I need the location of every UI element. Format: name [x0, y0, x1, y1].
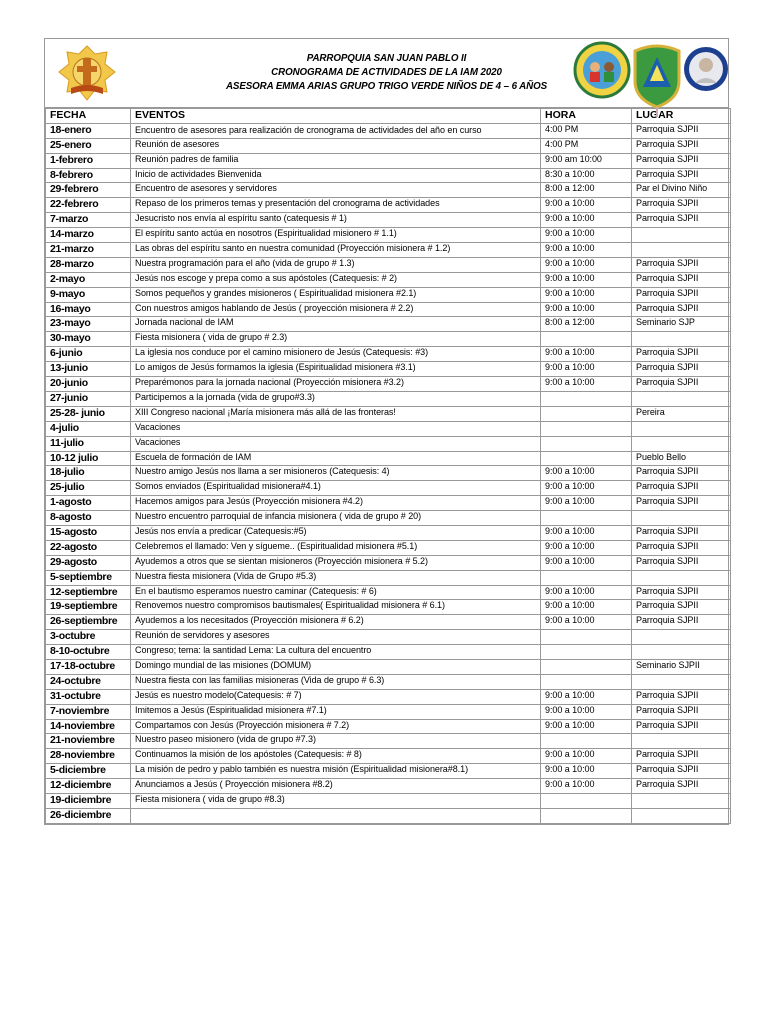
table-row [46, 451, 731, 466]
evento-cell: Domingo mundial de las misiones (DOMUM) [131, 659, 541, 674]
hora-cell: 9:00 a 10:00 [541, 466, 632, 481]
fecha-cell: 4-julio [46, 421, 131, 436]
lugar-cell: Parroquia SJPII [632, 704, 731, 719]
hora-cell [541, 421, 632, 436]
lugar-cell: Parroquia SJPII [632, 213, 731, 228]
table-row [46, 764, 731, 779]
fecha-cell: 30-mayo [46, 332, 131, 347]
hora-cell: 9:00 a 10:00 [541, 555, 632, 570]
fecha-cell: 25-28- junio [46, 406, 131, 421]
fecha-cell: 22-agosto [46, 540, 131, 555]
fecha-cell: 25-enero [46, 138, 131, 153]
lugar-cell [632, 228, 731, 243]
evento-cell: Fiesta misionera ( vida de grupo #8.3) [131, 793, 541, 808]
evento-cell: Ayudemos a otros que se sientan misioneros (Proyección misionera # 5.2) [131, 555, 541, 570]
table-row [46, 719, 731, 734]
lugar-cell: Parroquia SJPII [632, 466, 731, 481]
fecha-cell: 28-noviembre [46, 749, 131, 764]
hora-cell: 4:00 PM [541, 123, 632, 138]
evento-cell: El espíritu santo actúa en nosotros (Espiritualidad misionero # 1.1) [131, 228, 541, 243]
hora-cell: 8:00 a 12:00 [541, 317, 632, 332]
fecha-cell: 14-marzo [46, 228, 131, 243]
table-row [46, 808, 731, 823]
evento-cell: Jesucristo nos envía al espíritu santo (catequesis # 1) [131, 213, 541, 228]
lugar-cell: Parroquia SJPII [632, 138, 731, 153]
hora-cell: 9:00 a 10:00 [541, 198, 632, 213]
lugar-cell [632, 243, 731, 258]
evento-cell: Las obras del espíritu santo en nuestra comunidad (Proyección misionera # 1.2) [131, 243, 541, 258]
hora-cell: 9:00 a 10:00 [541, 272, 632, 287]
column-header-eventos: EVENTOS [131, 109, 541, 124]
hora-cell [541, 734, 632, 749]
fecha-cell: 26-septiembre [46, 615, 131, 630]
table-row [46, 228, 731, 243]
table-row [46, 779, 731, 794]
lugar-cell: Parroquia SJPII [632, 749, 731, 764]
hora-cell: 9:00 a 10:00 [541, 600, 632, 615]
lugar-cell: Seminario SJPII [632, 659, 731, 674]
evento-cell: Renovemos nuestro compromisos bautismales( Espiritualidad misionera # 6.1) [131, 600, 541, 615]
fecha-cell: 8-agosto [46, 511, 131, 526]
fecha-cell: 26-diciembre [46, 808, 131, 823]
evento-cell: Reunión padres de familia [131, 153, 541, 168]
lugar-cell: Parroquia SJPII [632, 540, 731, 555]
table-row [46, 213, 731, 228]
evento-cell: Nuestro encuentro parroquial de infancia misionera ( vida de grupo # 20) [131, 511, 541, 526]
evento-cell: Preparémonos para la jornada nacional (Proyección misionera #3.2) [131, 377, 541, 392]
fecha-cell: 5-septiembre [46, 570, 131, 585]
evento-cell: Repaso de los primeros temas y presentación del cronograma de actividades [131, 198, 541, 213]
hora-cell: 9:00 a 10:00 [541, 347, 632, 362]
hora-cell [541, 406, 632, 421]
hora-cell [541, 391, 632, 406]
lugar-cell: Parroquia SJPII [632, 481, 731, 496]
table-row [46, 585, 731, 600]
evento-cell: Jesús nos escoge y prepa como a sus apóstoles (Catequesis: # 2) [131, 272, 541, 287]
evento-cell: Vacaciones [131, 436, 541, 451]
evento-cell [131, 808, 541, 823]
lugar-cell [632, 391, 731, 406]
fecha-cell: 15-agosto [46, 525, 131, 540]
hora-cell [541, 332, 632, 347]
hora-cell: 9:00 a 10:00 [541, 749, 632, 764]
fecha-cell: 16-mayo [46, 302, 131, 317]
hora-cell: 9:00 a 10:00 [541, 257, 632, 272]
hora-cell [541, 570, 632, 585]
hora-cell: 9:00 a 10:00 [541, 540, 632, 555]
lugar-cell [632, 808, 731, 823]
schedule-document [44, 38, 729, 825]
hora-cell: 9:00 a 10:00 [541, 287, 632, 302]
fecha-cell: 24-octubre [46, 674, 131, 689]
table-row [46, 138, 731, 153]
parish-title: PARROPQUIA SAN JUAN PABLO II [306, 52, 467, 64]
fecha-cell: 31-octubre [46, 689, 131, 704]
fecha-cell: 21-marzo [46, 243, 131, 258]
lugar-cell [632, 793, 731, 808]
table-row [46, 406, 731, 421]
lugar-cell [632, 570, 731, 585]
group-title: ASESORA EMMA ARIAS GRUPO TRIGO VERDE NIÑOS DE 4 – 6 AÑOS [225, 80, 548, 92]
fecha-cell: 23-mayo [46, 317, 131, 332]
evento-cell: Nuestro paseo misionero (vida de grupo #7.3) [131, 734, 541, 749]
fecha-cell: 5-diciembre [46, 764, 131, 779]
lugar-cell: Parroquia SJPII [632, 764, 731, 779]
evento-cell: Jornada nacional de IAM [131, 317, 541, 332]
table-row [46, 496, 731, 511]
evento-cell: Vacaciones [131, 421, 541, 436]
hora-cell: 9:00 a 10:00 [541, 243, 632, 258]
fecha-cell: 7-marzo [46, 213, 131, 228]
hora-cell: 9:00 a 10:00 [541, 213, 632, 228]
lugar-cell: Parroquia SJPII [632, 600, 731, 615]
evento-cell: Inicio de actividades Bienvenida [131, 168, 541, 183]
lugar-cell: Parroquia SJPII [632, 377, 731, 392]
fecha-cell: 12-diciembre [46, 779, 131, 794]
fecha-cell: 20-junio [46, 377, 131, 392]
evento-cell: Nuestra fiesta con las familias misioneras (Vida de grupo # 6.3) [131, 674, 541, 689]
hora-cell: 9:00 a 10:00 [541, 764, 632, 779]
evento-cell: Ayudemos a los necesitados (Proyección misionera # 6.2) [131, 615, 541, 630]
evento-cell: Congreso; tema: la santidad Lema: La cultura del encuentro [131, 645, 541, 660]
table-row [46, 749, 731, 764]
table-row [46, 645, 731, 660]
lugar-cell [632, 511, 731, 526]
table-header-row [46, 109, 731, 124]
hora-cell: 9:00 a 10:00 [541, 302, 632, 317]
fecha-cell: 17-18-octubre [46, 659, 131, 674]
lugar-cell: Parroquia SJPII [632, 779, 731, 794]
table-row [46, 347, 731, 362]
lugar-cell: Parroquia SJPII [632, 272, 731, 287]
lugar-cell [632, 421, 731, 436]
evento-cell: Hacemos amigos para Jesús (Proyección misionera #4.2) [131, 496, 541, 511]
evento-cell: Nuestra fiesta misionera (Vida de Grupo #5.3) [131, 570, 541, 585]
lugar-cell: Parroquia SJPII [632, 168, 731, 183]
hora-cell: 9:00 a 10:00 [541, 615, 632, 630]
evento-cell: La iglesia nos conduce por el camino misionero de Jesús (Catequesis: #3) [131, 347, 541, 362]
table-row [46, 600, 731, 615]
group-shield-icon [631, 41, 683, 119]
table-row [46, 332, 731, 347]
fecha-cell: 1-agosto [46, 496, 131, 511]
fecha-cell: 21-noviembre [46, 734, 131, 749]
lugar-cell: Parroquia SJPII [632, 153, 731, 168]
fecha-cell: 28-marzo [46, 257, 131, 272]
table-row [46, 421, 731, 436]
lugar-cell: Parroquia SJPII [632, 585, 731, 600]
hora-cell: 9:00 a 10:00 [541, 481, 632, 496]
lugar-cell: Parroquia SJPII [632, 615, 731, 630]
hora-cell [541, 645, 632, 660]
hora-cell [541, 436, 632, 451]
table-row [46, 615, 731, 630]
evento-cell: Anunciamos a Jesús ( Proyección misionera #8.2) [131, 779, 541, 794]
table-row [46, 734, 731, 749]
lugar-cell: Parroquia SJPII [632, 257, 731, 272]
lugar-cell [632, 436, 731, 451]
lugar-cell [632, 674, 731, 689]
table-row [46, 525, 731, 540]
lugar-cell: Seminario SJP [632, 317, 731, 332]
table-row [46, 272, 731, 287]
lugar-cell [632, 645, 731, 660]
table-row [46, 362, 731, 377]
john-paul-seal-icon [683, 43, 729, 95]
lugar-cell [632, 332, 731, 347]
fecha-cell: 7-noviembre [46, 704, 131, 719]
document-header [45, 39, 728, 108]
table-row [46, 287, 731, 302]
table-row [46, 704, 731, 719]
hora-cell: 9:00 a 10:00 [541, 525, 632, 540]
hora-cell: 9:00 a 10:00 [541, 377, 632, 392]
fecha-cell: 14-noviembre [46, 719, 131, 734]
fecha-cell: 29-febrero [46, 183, 131, 198]
fecha-cell: 12-septiembre [46, 585, 131, 600]
lugar-cell: Parroquia SJPII [632, 302, 731, 317]
lugar-cell [632, 630, 731, 645]
table-row [46, 674, 731, 689]
lugar-cell: Parroquia SJPII [632, 287, 731, 302]
hora-cell: 9:00 am 10:00 [541, 153, 632, 168]
fecha-cell: 19-septiembre [46, 600, 131, 615]
hora-cell: 4:00 PM [541, 138, 632, 153]
table-row [46, 257, 731, 272]
table-row [46, 659, 731, 674]
fecha-cell: 29-agosto [46, 555, 131, 570]
evento-cell: Nuestra programación para el año (vida de grupo # 1.3) [131, 257, 541, 272]
hora-cell [541, 659, 632, 674]
hora-cell [541, 793, 632, 808]
table-row [46, 481, 731, 496]
hora-cell: 9:00 a 10:00 [541, 704, 632, 719]
fecha-cell: 8-10-octubre [46, 645, 131, 660]
evento-cell: Nuestro amigo Jesús nos llama a ser misioneros (Catequesis: 4) [131, 466, 541, 481]
lugar-cell: Parroquia SJPII [632, 719, 731, 734]
evento-cell: Continuamos la misión de los apóstoles (Catequesis: # 8) [131, 749, 541, 764]
lugar-cell: Parroquia SJPII [632, 689, 731, 704]
hora-cell: 9:00 a 10:00 [541, 689, 632, 704]
hora-cell: 8:00 a 12:00 [541, 183, 632, 198]
evento-cell: Lo amigos de Jesús formamos la iglesia (Espiritualidad misionera #3.1) [131, 362, 541, 377]
table-row [46, 436, 731, 451]
column-header-fecha: FECHA [46, 109, 131, 124]
table-row [46, 168, 731, 183]
table-row [46, 630, 731, 645]
table-row [46, 198, 731, 213]
fecha-cell: 2-mayo [46, 272, 131, 287]
evento-cell: Escuela de formación de IAM [131, 451, 541, 466]
hora-cell: 9:00 a 10:00 [541, 496, 632, 511]
evento-cell: Reunión de asesores [131, 138, 541, 153]
evento-cell: Encuentro de asesores para realización de cronograma de actividades del año en curso [131, 123, 541, 138]
table-row [46, 153, 731, 168]
table-row [46, 317, 731, 332]
lugar-cell: Parroquia SJPII [632, 555, 731, 570]
hora-cell: 9:00 a 10:00 [541, 719, 632, 734]
fecha-cell: 9-mayo [46, 287, 131, 302]
evento-cell: Reunión de servidores y asesores [131, 630, 541, 645]
column-header-lugar: LUGAR [632, 109, 731, 124]
fecha-cell: 18-enero [46, 123, 131, 138]
evento-cell: Somos pequeños y grandes misioneros ( Espiritualidad misionera #2.1) [131, 287, 541, 302]
fecha-cell: 18-julio [46, 466, 131, 481]
lugar-cell: Parroquia SJPII [632, 347, 731, 362]
fecha-cell: 3-octubre [46, 630, 131, 645]
fecha-cell: 22-febrero [46, 198, 131, 213]
evento-cell: Jesús es nuestro modelo(Catequesis: # 7) [131, 689, 541, 704]
lugar-cell: Pueblo Bello [632, 451, 731, 466]
lugar-cell: Parroquia SJPII [632, 198, 731, 213]
schedule-table [45, 108, 731, 824]
evento-cell: Jesús nos envía a predicar (Catequesis:#5) [131, 525, 541, 540]
fecha-cell: 8-febrero [46, 168, 131, 183]
table-row [46, 793, 731, 808]
hora-cell: 8:30 a 10:00 [541, 168, 632, 183]
fecha-cell: 13-junio [46, 362, 131, 377]
evento-cell: Imitemos a Jesús (Espiritualidad misionera #7.1) [131, 704, 541, 719]
table-row [46, 689, 731, 704]
fecha-cell: 11-julio [46, 436, 131, 451]
column-header-hora: HORA [541, 109, 632, 124]
table-row [46, 570, 731, 585]
table-row [46, 511, 731, 526]
table-row [46, 123, 731, 138]
evento-cell: Participemos a la jornada (vida de grupo#3.3) [131, 391, 541, 406]
evento-cell: Encuentro de asesores y servidores [131, 183, 541, 198]
fecha-cell: 19-diciembre [46, 793, 131, 808]
table-row [46, 377, 731, 392]
fecha-cell: 25-julio [46, 481, 131, 496]
hora-cell [541, 674, 632, 689]
fecha-cell: 1-febrero [46, 153, 131, 168]
table-row [46, 466, 731, 481]
lugar-cell: Parroquia SJPII [632, 362, 731, 377]
missionary-children-logo-icon [573, 41, 631, 99]
lugar-cell: Par el Divino Niño [632, 183, 731, 198]
lugar-cell: Parroquia SJPII [632, 123, 731, 138]
hora-cell: 9:00 a 10:00 [541, 228, 632, 243]
fecha-cell: 10-12 julio [46, 451, 131, 466]
hora-cell: 9:00 a 10:00 [541, 362, 632, 377]
fecha-cell: 6-junio [46, 347, 131, 362]
fecha-cell: 27-junio [46, 391, 131, 406]
lugar-cell: Pereira [632, 406, 731, 421]
evento-cell: Con nuestros amigos hablando de Jesús ( proyección misionera # 2.2) [131, 302, 541, 317]
evento-cell: XIII Congreso nacional ¡María misionera más allá de las fronteras! [131, 406, 541, 421]
evento-cell: Compartamos con Jesús (Proyección misionera # 7.2) [131, 719, 541, 734]
lugar-cell: Parroquia SJPII [632, 525, 731, 540]
table-row [46, 391, 731, 406]
table-row [46, 183, 731, 198]
evento-cell: En el bautismo esperamos nuestro caminar (Catequesis: # 6) [131, 585, 541, 600]
hora-cell: 9:00 a 10:00 [541, 779, 632, 794]
schedule-title: CRONOGRAMA DE ACTIVIDADES DE LA IAM 2020 [271, 66, 502, 78]
evento-cell: Fiesta misionera ( vida de grupo # 2.3) [131, 332, 541, 347]
hora-cell [541, 511, 632, 526]
table-row [46, 243, 731, 258]
hora-cell: 9:00 a 10:00 [541, 585, 632, 600]
evento-cell: Somos enviados (Espiritualidad misionera#4.1) [131, 481, 541, 496]
hora-cell [541, 630, 632, 645]
hora-cell [541, 808, 632, 823]
table-row [46, 302, 731, 317]
evento-cell: Celebremos el llamado: Ven y sígueme.. (Espiritualidad misionera #5.1) [131, 540, 541, 555]
lugar-cell [632, 734, 731, 749]
table-row [46, 540, 731, 555]
table-row [46, 555, 731, 570]
evento-cell: La misión de pedro y pablo también es nuestra misión (Espiritualidad misionera#8.1) [131, 764, 541, 779]
lugar-cell: Parroquia SJPII [632, 496, 731, 511]
hora-cell [541, 451, 632, 466]
